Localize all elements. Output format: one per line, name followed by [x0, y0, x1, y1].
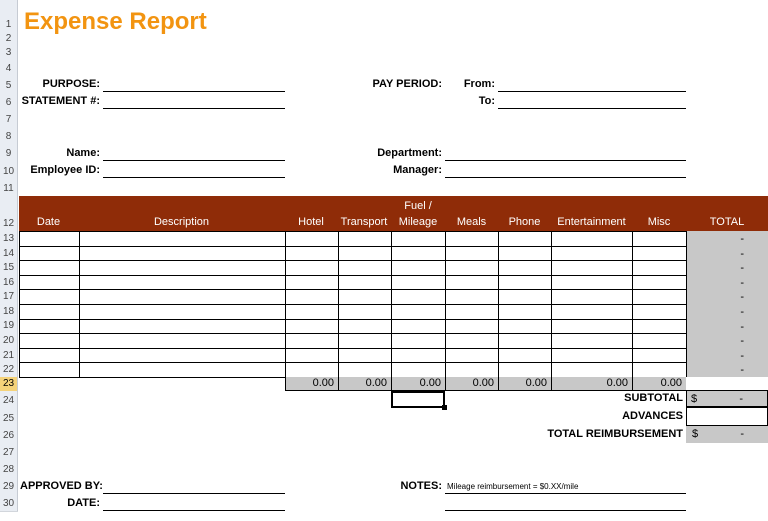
report-title: Expense Report [24, 8, 207, 35]
row-number[interactable]: 3 [0, 44, 18, 60]
grid-column-line [391, 231, 392, 377]
row-number[interactable]: 10 [0, 161, 18, 179]
header-misc: Misc [647, 216, 671, 228]
row-number[interactable]: 19 [0, 319, 18, 333]
row-number[interactable]: 20 [0, 333, 18, 348]
row-number[interactable]: 9 [0, 144, 18, 161]
expense-table-header [19, 196, 768, 231]
grid-row-line [19, 260, 686, 261]
row-total-value: - [740, 350, 744, 362]
header-date: Date [36, 216, 61, 228]
header-total: TOTAL [709, 216, 745, 228]
row-number[interactable]: 5 [0, 76, 18, 93]
header-mileage: Mileage [398, 216, 438, 228]
advances-field[interactable] [686, 407, 768, 426]
manager-label: Manager: [393, 164, 442, 176]
row-number[interactable]: 11 [0, 179, 18, 196]
column-total-value: 0.00 [419, 377, 441, 389]
employee-id-field[interactable] [103, 177, 285, 178]
subtotal-currency: $ [691, 393, 698, 405]
row-number[interactable]: 26 [0, 426, 18, 443]
column-total-border [285, 377, 286, 390]
row-number[interactable]: 16 [0, 275, 18, 290]
date-field[interactable] [103, 510, 285, 511]
column-total-border [632, 377, 633, 390]
row-total-value: - [740, 262, 744, 274]
header-meals: Meals [456, 216, 487, 228]
grid-row-line [19, 348, 686, 349]
header-phone: Phone [508, 216, 541, 228]
row-number[interactable]: 27 [0, 443, 18, 460]
notes-line-1[interactable] [445, 493, 686, 494]
total-value: - [740, 428, 744, 440]
row-number[interactable]: 21 [0, 348, 18, 363]
row-total-value: - [740, 321, 744, 333]
row-total-value: - [740, 335, 744, 347]
row-number[interactable]: 12 [0, 196, 18, 231]
total-currency: $ [692, 428, 699, 440]
column-total-value: 0.00 [525, 377, 547, 389]
total-reimbursement-label: TOTAL REIMBURSEMENT [547, 428, 683, 440]
manager-field[interactable] [445, 177, 686, 178]
notes-line-2[interactable] [445, 510, 686, 511]
grid-column-line [686, 231, 687, 377]
row-number[interactable]: 4 [0, 60, 18, 76]
row-total-value: - [740, 306, 744, 318]
column-total-border [391, 377, 392, 390]
grid-column-line [551, 231, 552, 377]
subtotal-label: SUBTOTAL [624, 392, 683, 404]
header-hotel: Hotel [298, 216, 324, 228]
row-total-value: - [740, 364, 744, 376]
column-total-value: 0.00 [660, 377, 682, 389]
employee-id-label: Employee ID: [30, 164, 100, 176]
name-label: Name: [66, 147, 100, 159]
to-label: To: [478, 95, 495, 107]
department-field[interactable] [445, 160, 686, 161]
row-total-value: - [740, 233, 744, 245]
grid-column-line [338, 231, 339, 377]
row-number[interactable]: 14 [0, 246, 18, 261]
pay-period-label: PAY PERIOD: [372, 78, 442, 90]
name-field[interactable] [103, 160, 285, 161]
department-label: Department: [377, 147, 442, 159]
header-entertainment: Entertainment [557, 216, 626, 228]
row-number[interactable]: 28 [0, 460, 18, 477]
grid-row-line [19, 304, 686, 305]
row-number[interactable]: 17 [0, 290, 18, 304]
grid-column-line [19, 231, 20, 377]
selected-cell[interactable] [391, 391, 445, 408]
row-number[interactable]: 30 [0, 494, 18, 511]
from-label: From: [463, 78, 495, 90]
approved-by-label: APPROVED BY: [20, 480, 103, 492]
column-total-value: 0.00 [312, 377, 334, 389]
grid-column-line [498, 231, 499, 377]
row-total-value: - [740, 277, 744, 289]
grid-row-line [19, 231, 686, 232]
row-number[interactable]: 1 [0, 0, 18, 32]
grid-row-line [19, 319, 686, 320]
header-transport: Transport [340, 216, 388, 228]
grid-column-line [445, 231, 446, 377]
column-total-value: 0.00 [365, 377, 387, 389]
date-label: DATE: [67, 497, 100, 509]
statement-field[interactable] [103, 108, 285, 109]
row-total-value: - [740, 291, 744, 303]
to-field[interactable] [498, 108, 686, 109]
statement-label: STATEMENT #: [21, 95, 100, 107]
purpose-label: PURPOSE: [42, 78, 100, 90]
row-number[interactable]: 22 [0, 363, 18, 377]
grid-row-line [19, 333, 686, 334]
total-reimbursement-cell [686, 426, 768, 443]
subtotal-value: - [739, 393, 743, 405]
row-number[interactable]: 29 [0, 477, 18, 494]
column-total-value: 0.00 [472, 377, 494, 389]
from-field[interactable] [498, 91, 686, 92]
grid-column-line [79, 231, 80, 377]
fill-handle[interactable] [442, 405, 447, 410]
grid-row-line [19, 275, 686, 276]
column-total-value: 0.00 [606, 377, 628, 389]
row-number[interactable]: 6 [0, 93, 18, 110]
grid-column-line [285, 231, 286, 377]
header-fuel: Fuel / [404, 200, 432, 212]
row-number[interactable]: 25 [0, 408, 18, 426]
row-number[interactable]: 24 [0, 391, 18, 408]
subtotal-cell [686, 390, 768, 407]
grid-row-line [19, 289, 686, 290]
row-number[interactable]: 23 [0, 377, 18, 391]
row-total-value: - [740, 248, 744, 260]
notes-label: NOTES: [400, 480, 442, 492]
grid-column-line [632, 231, 633, 377]
approved-by-field[interactable] [103, 493, 285, 494]
row-number[interactable]: 15 [0, 261, 18, 275]
column-total-border [338, 377, 339, 390]
column-totals-bottom-line [285, 390, 686, 391]
row-number[interactable]: 8 [0, 127, 18, 144]
purpose-field[interactable] [103, 91, 285, 92]
row-number[interactable]: 7 [0, 110, 18, 127]
advances-label: ADVANCES [622, 410, 683, 422]
grid-row-line [19, 362, 686, 363]
column-total-border [498, 377, 499, 390]
grid-row-line [19, 246, 686, 247]
column-total-border [551, 377, 552, 390]
row-number[interactable]: 13 [0, 231, 18, 246]
header-description: Description [153, 216, 210, 228]
column-total-border [445, 377, 446, 390]
notes-text: Mileage reimbursement = $0.XX/mile [447, 482, 579, 491]
row-number[interactable]: 2 [0, 32, 18, 44]
row-number[interactable]: 18 [0, 304, 18, 319]
